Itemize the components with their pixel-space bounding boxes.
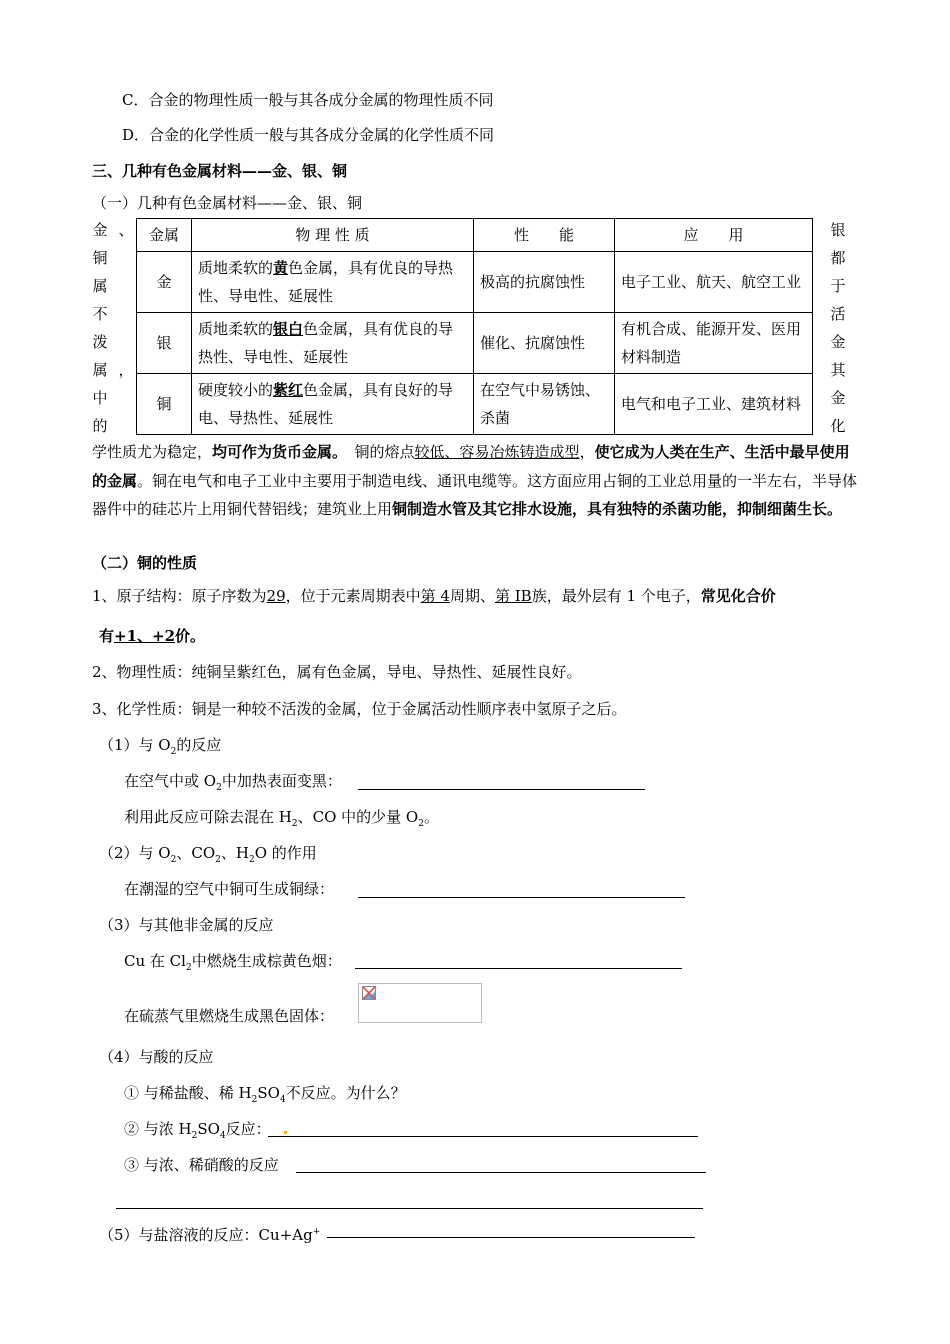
stray-mark [284, 1131, 287, 1134]
side-char: 不 [92, 305, 108, 323]
r-sub: 4 [279, 1095, 286, 1105]
performance-cell: 催化、抗腐蚀性 [474, 313, 615, 374]
side-char: 金 [92, 221, 108, 239]
r-text: 在空气中或 O [124, 772, 217, 790]
r-sub: 2 [248, 855, 255, 865]
side-char: 铜 [92, 249, 108, 267]
reaction-1-line-1 [124, 771, 342, 798]
para-bold: 铜制造水管及其它排水设施，具有独特的杀菌功能，抑制细菌生长。 [392, 500, 843, 518]
item-bold: 价。 [175, 627, 206, 645]
r-text: O 的作用 [254, 844, 317, 862]
r-sub: 2 [418, 819, 424, 829]
r-text: SO [197, 1120, 220, 1138]
header-metal: 金属 [137, 219, 192, 252]
phys-color: 黄 [273, 259, 289, 277]
header-performance: 性 能 [474, 219, 615, 252]
answer-blank[interactable] [327, 1237, 695, 1238]
para-underline: 较低、容易冶炼铸造成型 [414, 443, 580, 461]
side-char: 属 [92, 361, 108, 379]
para-text: 铜的熔点 [339, 443, 415, 461]
r-sub: 2 [215, 855, 221, 865]
metal-cell: 金 [137, 252, 192, 313]
phys-color: 紫红 [273, 381, 304, 399]
answer-blank[interactable] [268, 1136, 698, 1137]
side-char: 活 [830, 305, 846, 323]
application-cell: 有机合成、能源开发、医用材料制造 [615, 313, 813, 374]
r-text: 、H [220, 844, 249, 862]
reaction-1-title [99, 735, 221, 762]
item-text: 周期、 [449, 587, 495, 605]
side-char: 其 [830, 361, 846, 379]
r-sup: + [312, 1227, 321, 1237]
para-bold: 使它成为人类在生产、生活中最早使用的金属 [92, 443, 850, 490]
section-title: 三、几种有色金属材料——金、银、铜 [92, 162, 348, 180]
side-char: 金 [830, 333, 846, 351]
reaction-5-title [99, 1222, 320, 1245]
reaction-4-title: （4）与酸的反应 [99, 1048, 214, 1066]
answer-blank[interactable] [296, 1172, 706, 1173]
option-d: D．合金的化学性质一般与其各成分金属的化学性质不同 [122, 126, 495, 144]
item-chemical: 3、化学性质：铜是一种较不活泼的金属，位于金属活动性顺序表中氢原子之后。 [92, 700, 627, 718]
r-sub: 4 [219, 1131, 226, 1141]
subsection-title-1: （一）几种有色金属材料——金、银、铜 [92, 194, 363, 212]
phys-text: 色金属，具有优良的导热性、导电性、延展性 [198, 259, 454, 305]
r-text: 中加热表面变黑： [221, 772, 342, 790]
option-c: C．合金的物理性质一般与其各成分金属的物理性质不同 [122, 91, 494, 109]
header-application: 应 用 [615, 219, 813, 252]
item-atomic-structure [92, 586, 776, 606]
r-sub: 2 [191, 1131, 198, 1141]
side-char: 银 [830, 221, 846, 239]
side-char: 中 [92, 389, 108, 407]
item-physical: 2、物理性质：纯铜呈紫红色，属有色金属，导电、导热性、延展性良好。 [92, 663, 582, 681]
application-cell: 电子工业、航天、航空工业 [615, 252, 813, 313]
r-text: 、CO 中的少量 O [297, 808, 419, 826]
phys-text: 硬度较小的 [198, 381, 274, 399]
side-char: 属 [92, 277, 108, 295]
side-char: 泼 [92, 333, 108, 351]
table-row [137, 313, 813, 374]
side-char: 金 [830, 389, 846, 407]
phys-color: 银白 [273, 320, 304, 338]
r-sub: 2 [170, 855, 177, 865]
phys-text: 色金属，具有良好的导电、导热性、延展性 [198, 381, 454, 427]
header-physical: 物 理 性 质 [192, 219, 474, 252]
broken-image-icon [362, 986, 376, 1000]
para-bold: 均可作为货币金属。 [212, 443, 340, 461]
item-underline: 第 IB [494, 587, 532, 605]
performance-cell: 极高的抗腐蚀性 [474, 252, 615, 313]
para-text: 。铜在电气和电子工业中主要用于制造电线、通讯电缆等。这方面应用占铜的工业总用量的一半左右，半导体器件中的硅芯片上用铜代替铝线；建筑业上用 [92, 471, 858, 518]
para-text: 学性质尤为稳定， [92, 443, 213, 461]
answer-blank[interactable] [358, 897, 685, 898]
side-char: ， [118, 361, 134, 379]
r-text: 。 [423, 808, 439, 826]
side-char: 化 [830, 417, 846, 435]
table-header-row [137, 219, 813, 252]
r-text: 、CO [176, 844, 216, 862]
r-text: 利用此反应可除去混在 H [124, 808, 292, 826]
r-text: （5）与盐溶液的反应：Cu+Ag [99, 1226, 313, 1244]
side-char: 的 [92, 417, 108, 435]
r-text: 中燃烧生成棕黄色烟： [191, 952, 342, 970]
reaction-4-line-3: ③ 与浓、稀硝酸的反应 [124, 1156, 279, 1174]
reaction-3-line-1 [124, 951, 342, 978]
phys-text: 质地柔软的 [198, 320, 274, 338]
item-bold: 常见化合价 [700, 587, 776, 605]
table-row [137, 252, 813, 313]
reaction-3-line-2: 在硫蒸气里燃烧生成黑色固体： [124, 1007, 335, 1025]
copper-paragraph [92, 438, 864, 524]
application-cell: 电气和电子工业、建筑材料 [615, 374, 813, 435]
r-text: 的反应 [176, 736, 222, 754]
side-char: 都 [830, 249, 846, 267]
item-text: 1、原子结构：原子序数为 [92, 587, 267, 605]
r-sub: 2 [170, 747, 177, 757]
reaction-4-line-2 [124, 1119, 271, 1146]
metals-table [136, 218, 813, 435]
item-underline: 29 [266, 587, 286, 605]
r-text: 反应： [225, 1120, 271, 1138]
item-text: ，位于元素周期表中 [285, 587, 421, 605]
item-underline: 第 4 [420, 587, 450, 605]
answer-blank[interactable] [116, 1208, 703, 1209]
r-text: （2）与 O [99, 844, 171, 862]
r-sub: 2 [185, 963, 192, 973]
reaction-1-line-2 [124, 807, 439, 834]
subsection-title-2: （二）铜的性质 [92, 554, 198, 572]
answer-blank[interactable] [355, 968, 682, 969]
reaction-2-line-1: 在潮湿的空气中铜可生成铜绿： [124, 880, 335, 898]
reaction-2-title [99, 843, 317, 870]
broken-image-placeholder [358, 983, 482, 1023]
item-underline: +1、+2 [114, 627, 176, 645]
r-text: ① 与稀盐酸、稀 H [124, 1084, 252, 1102]
r-text: Cu 在 Cl [124, 952, 186, 970]
table-row [137, 374, 813, 435]
item-bold: 有 [99, 627, 115, 645]
r-text: SO [257, 1084, 280, 1102]
r-text: （1）与 O [99, 736, 171, 754]
answer-blank[interactable] [358, 789, 645, 790]
r-text: ② 与浓 H [124, 1120, 192, 1138]
metal-cell: 铜 [137, 374, 192, 435]
r-text: 不反应。为什么？ [285, 1084, 406, 1102]
para-text: ， [579, 443, 595, 461]
phys-text: 质地柔软的 [198, 259, 274, 277]
item-text: 族，最外层有 1 个电子， [531, 587, 701, 605]
phys-text: 色金属，具有优良的导热性、导电性、延展性 [198, 320, 454, 366]
physical-cell [192, 252, 474, 313]
metal-cell: 银 [137, 313, 192, 374]
r-sub: 2 [251, 1095, 258, 1105]
performance-cell: 在空气中易锈蚀、杀菌 [474, 374, 615, 435]
reaction-3-title: （3）与其他非金属的反应 [99, 916, 274, 934]
side-char: 于 [830, 277, 846, 295]
item-valence [99, 626, 205, 646]
r-sub: 2 [291, 819, 298, 829]
r-sub: 2 [216, 783, 222, 793]
physical-cell [192, 374, 474, 435]
reaction-4-line-1 [124, 1083, 406, 1110]
physical-cell [192, 313, 474, 374]
side-char: 、 [118, 221, 134, 239]
